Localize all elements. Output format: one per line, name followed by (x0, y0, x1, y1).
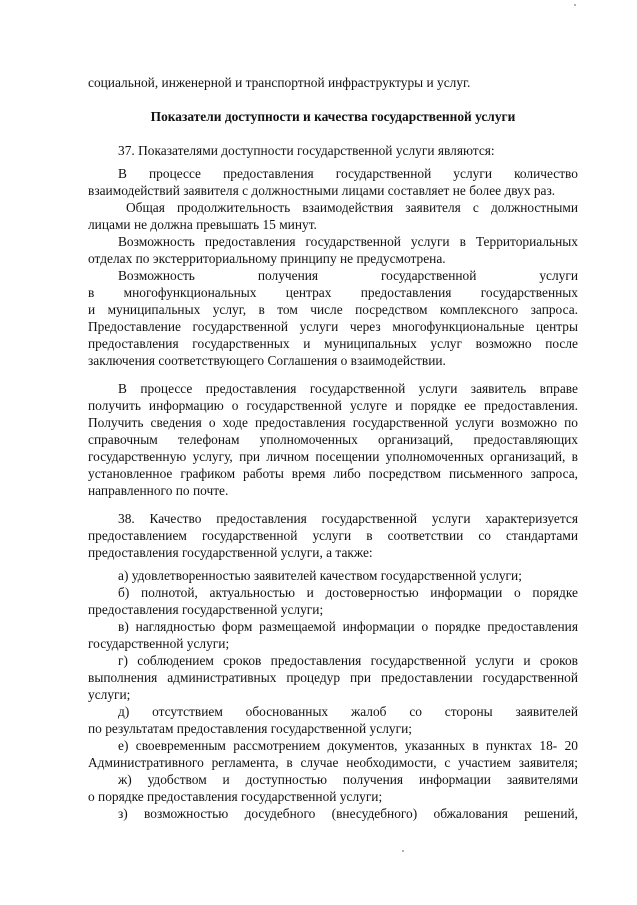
list-item: з) возможностью досудебного (внесудебного) обжалования решений, (118, 806, 578, 821)
text-line: в многофункциональных центрах предоставления государственных (88, 285, 578, 300)
list-item: е) своевременным рассмотрением документов, указанных в пунктах 18- 20 (118, 738, 578, 753)
text-line: В процессе предоставления государственной услуги количество (118, 166, 578, 181)
text-line: справочным телефонам уполномоченных организаций, предоставляющих (88, 432, 578, 447)
text-line: предоставления государственных и муниципальных услуг возможно после (88, 336, 578, 351)
text-line: предоставления государственной услуги, а также: (88, 545, 373, 560)
text-line: взаимодействий заявителя с должностными лицами составляет не более двух раз. (88, 183, 556, 198)
list-item: ж) удобством и доступностью получения информации заявителями (118, 772, 578, 787)
list-item: б) полнотой, актуальностью и достоверностью информации о порядке (118, 585, 578, 600)
text-line: выполнения административных процедур при предоставлении государственной (88, 670, 578, 685)
scan-speck (574, 4, 576, 6)
text-line: предоставлением государственной услуги в соответствии со стандартами (88, 528, 578, 543)
text-line: Возможность получения государственной услуги (118, 268, 578, 283)
text-line: государственную услугу, при личном посещении уполномоченных организаций, в (88, 449, 578, 464)
text-line: получить информацию о государственной услуге и порядке ее предоставления. (88, 398, 578, 413)
text-line: о порядке предоставления государственной услуги; (88, 789, 383, 804)
text-line: Возможность предоставления государственной услуги в Территориальных (118, 234, 578, 249)
list-item: д) отсутствием обоснованных жалоб со стороны заявителей (118, 704, 578, 719)
text-line: заключения соответствующего Соглашения о взаимодействии. (88, 353, 446, 368)
text-line: Предоставление государственной услуги через многофункциональные центры (88, 319, 578, 334)
text-line: лицами не должна превышать 15 минут. (88, 217, 317, 232)
text-line: Общая продолжительность взаимодействия заявителя с должностными (126, 200, 578, 215)
text-line: предоставления государственной услуги; (88, 602, 324, 617)
text-line: Административного регламента, в случае необходимости, с участием заявителя; (88, 755, 578, 770)
text-line: социальной, инженерной и транспортной инфраструктуры и услуг. (88, 75, 471, 90)
text-line: и муниципальных услуг, в том числе посредством комплексного запроса. (88, 302, 578, 317)
text-line: В процессе предоставления государственной услуги заявитель вправе (118, 381, 578, 396)
section-heading: Показатели доступности и качества государственной услуги (150, 109, 516, 124)
text-line: Получить сведения о ходе предоставления государственной услуги возможно по (88, 415, 578, 430)
text-line: направленного по почте. (88, 483, 229, 498)
text-line: установленное графиком работы время либо посредством письменного запроса, (88, 466, 578, 481)
text-line: по результатам предоставления государственной услуги; (88, 721, 412, 736)
scan-speck (402, 850, 404, 852)
text-line: 37. Показателями доступности государственной услуги являются: (118, 143, 495, 158)
text-line: государственной услуги; (88, 636, 230, 651)
list-item: а) удовлетворенностью заявителей качеством государственной услуги; (118, 568, 522, 583)
list-item: в) наглядностью форм размещаемой информации о порядке предоставления (118, 619, 578, 634)
text-line: услуги; (88, 687, 131, 702)
text-line: 38. Качество предоставления государственной услуги характеризуется (118, 511, 578, 526)
text-line: отделах по экстерриториальному принципу не предусмотрена. (88, 251, 446, 266)
list-item: г) соблюдением сроков предоставления государственной услуги и сроков (118, 653, 578, 668)
